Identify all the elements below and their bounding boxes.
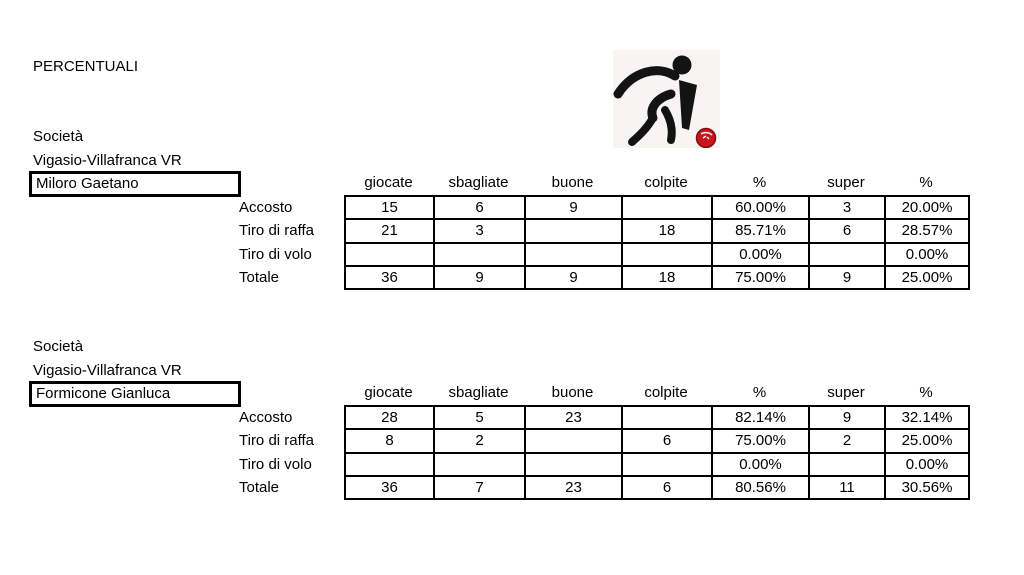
column-header: giocate <box>364 174 413 191</box>
table-cell: 3 <box>434 219 525 242</box>
player-section <box>0 125 1024 355</box>
table-cell: 0.00% <box>712 453 809 476</box>
table-cell <box>622 243 712 266</box>
column-header: super <box>827 174 865 191</box>
column-headers <box>344 383 968 403</box>
table-cell: 2 <box>809 429 885 452</box>
table-cell: 82.14% <box>712 406 809 429</box>
table-cell <box>434 453 525 476</box>
page-title: PERCENTUALI <box>33 58 139 75</box>
column-header: % <box>752 174 767 191</box>
table-cell: 25.00% <box>885 429 969 452</box>
table-cell <box>525 219 622 242</box>
row-labels <box>239 406 314 499</box>
table-cell: 9 <box>809 266 885 289</box>
column-header: colpite <box>644 384 688 401</box>
column-headers <box>344 173 968 193</box>
player-section <box>0 335 1024 565</box>
table-cell: 20.00% <box>885 196 969 219</box>
table-cell: 80.56% <box>712 476 809 499</box>
table-cell: 8 <box>345 429 434 452</box>
table-cell: 6 <box>434 196 525 219</box>
table-cell: 9 <box>525 266 622 289</box>
table-cell <box>622 406 712 429</box>
table-cell: 32.14% <box>885 406 969 429</box>
table-cell: 60.00% <box>712 196 809 219</box>
table-cell: 6 <box>809 219 885 242</box>
row-label: Accosto <box>239 409 293 426</box>
row-label: Totale <box>239 478 280 496</box>
table-cell: 6 <box>622 429 712 452</box>
table-cell <box>525 429 622 452</box>
table-cell: 2 <box>434 429 525 452</box>
table-cell: 6 <box>622 476 712 499</box>
column-header: sbagliate <box>448 174 509 191</box>
table-cell: 7 <box>434 476 525 499</box>
table-cell <box>622 196 712 219</box>
column-header: sbagliate <box>448 384 509 401</box>
table-cell: 23 <box>525 406 622 429</box>
column-header: colpite <box>644 174 688 191</box>
table-cell <box>345 453 434 476</box>
table-cell: 18 <box>622 266 712 289</box>
table-cell: 0.00% <box>712 243 809 266</box>
table-cell: 11 <box>809 476 885 499</box>
table-cell <box>809 243 885 266</box>
society-label: Società <box>33 338 84 355</box>
table-cell: 0.00% <box>885 453 969 476</box>
stats-table <box>344 405 970 500</box>
table-cell: 5 <box>434 406 525 429</box>
table-cell: 15 <box>345 196 434 219</box>
table-cell: 85.71% <box>712 219 809 242</box>
player-name-box: Formicone Gianluca <box>29 381 241 407</box>
row-label: Tiro di volo <box>239 245 312 263</box>
table-cell: 36 <box>345 266 434 289</box>
table-cell: 75.00% <box>712 266 809 289</box>
table-cell: 75.00% <box>712 429 809 452</box>
table-cell <box>622 453 712 476</box>
table-cell: 3 <box>809 196 885 219</box>
table-cell: 9 <box>434 266 525 289</box>
table-cell <box>345 243 434 266</box>
society-label: Società <box>33 128 84 145</box>
table-cell: 18 <box>622 219 712 242</box>
society-name: Vigasio-Villafranca VR <box>33 152 182 169</box>
column-header: buone <box>551 174 594 191</box>
row-label: Tiro di raffa <box>239 222 315 240</box>
table-cell: 0.00% <box>885 243 969 266</box>
table-cell <box>525 243 622 266</box>
row-label: Accosto <box>239 199 293 216</box>
row-label: Totale <box>239 268 280 286</box>
column-header: % <box>752 384 767 401</box>
column-header: % <box>919 174 933 191</box>
society-name: Vigasio-Villafranca VR <box>33 362 182 379</box>
player-name-box: Miloro Gaetano <box>29 171 241 197</box>
column-header: giocate <box>364 384 413 401</box>
table-cell <box>525 453 622 476</box>
row-label: Tiro di raffa <box>239 432 315 450</box>
row-labels <box>239 196 314 289</box>
column-header: % <box>919 384 933 401</box>
stats-table <box>344 195 970 290</box>
table-cell: 25.00% <box>885 266 969 289</box>
table-cell: 36 <box>345 476 434 499</box>
table-cell: 30.56% <box>885 476 969 499</box>
row-label: Tiro di volo <box>239 455 312 473</box>
table-cell <box>434 243 525 266</box>
table-cell: 28.57% <box>885 219 969 242</box>
table-cell: 9 <box>809 406 885 429</box>
table-cell: 9 <box>525 196 622 219</box>
column-header: super <box>827 384 865 401</box>
column-header: buone <box>551 384 594 401</box>
table-cell: 23 <box>525 476 622 499</box>
table-cell: 28 <box>345 406 434 429</box>
table-cell: 21 <box>345 219 434 242</box>
table-cell <box>809 453 885 476</box>
